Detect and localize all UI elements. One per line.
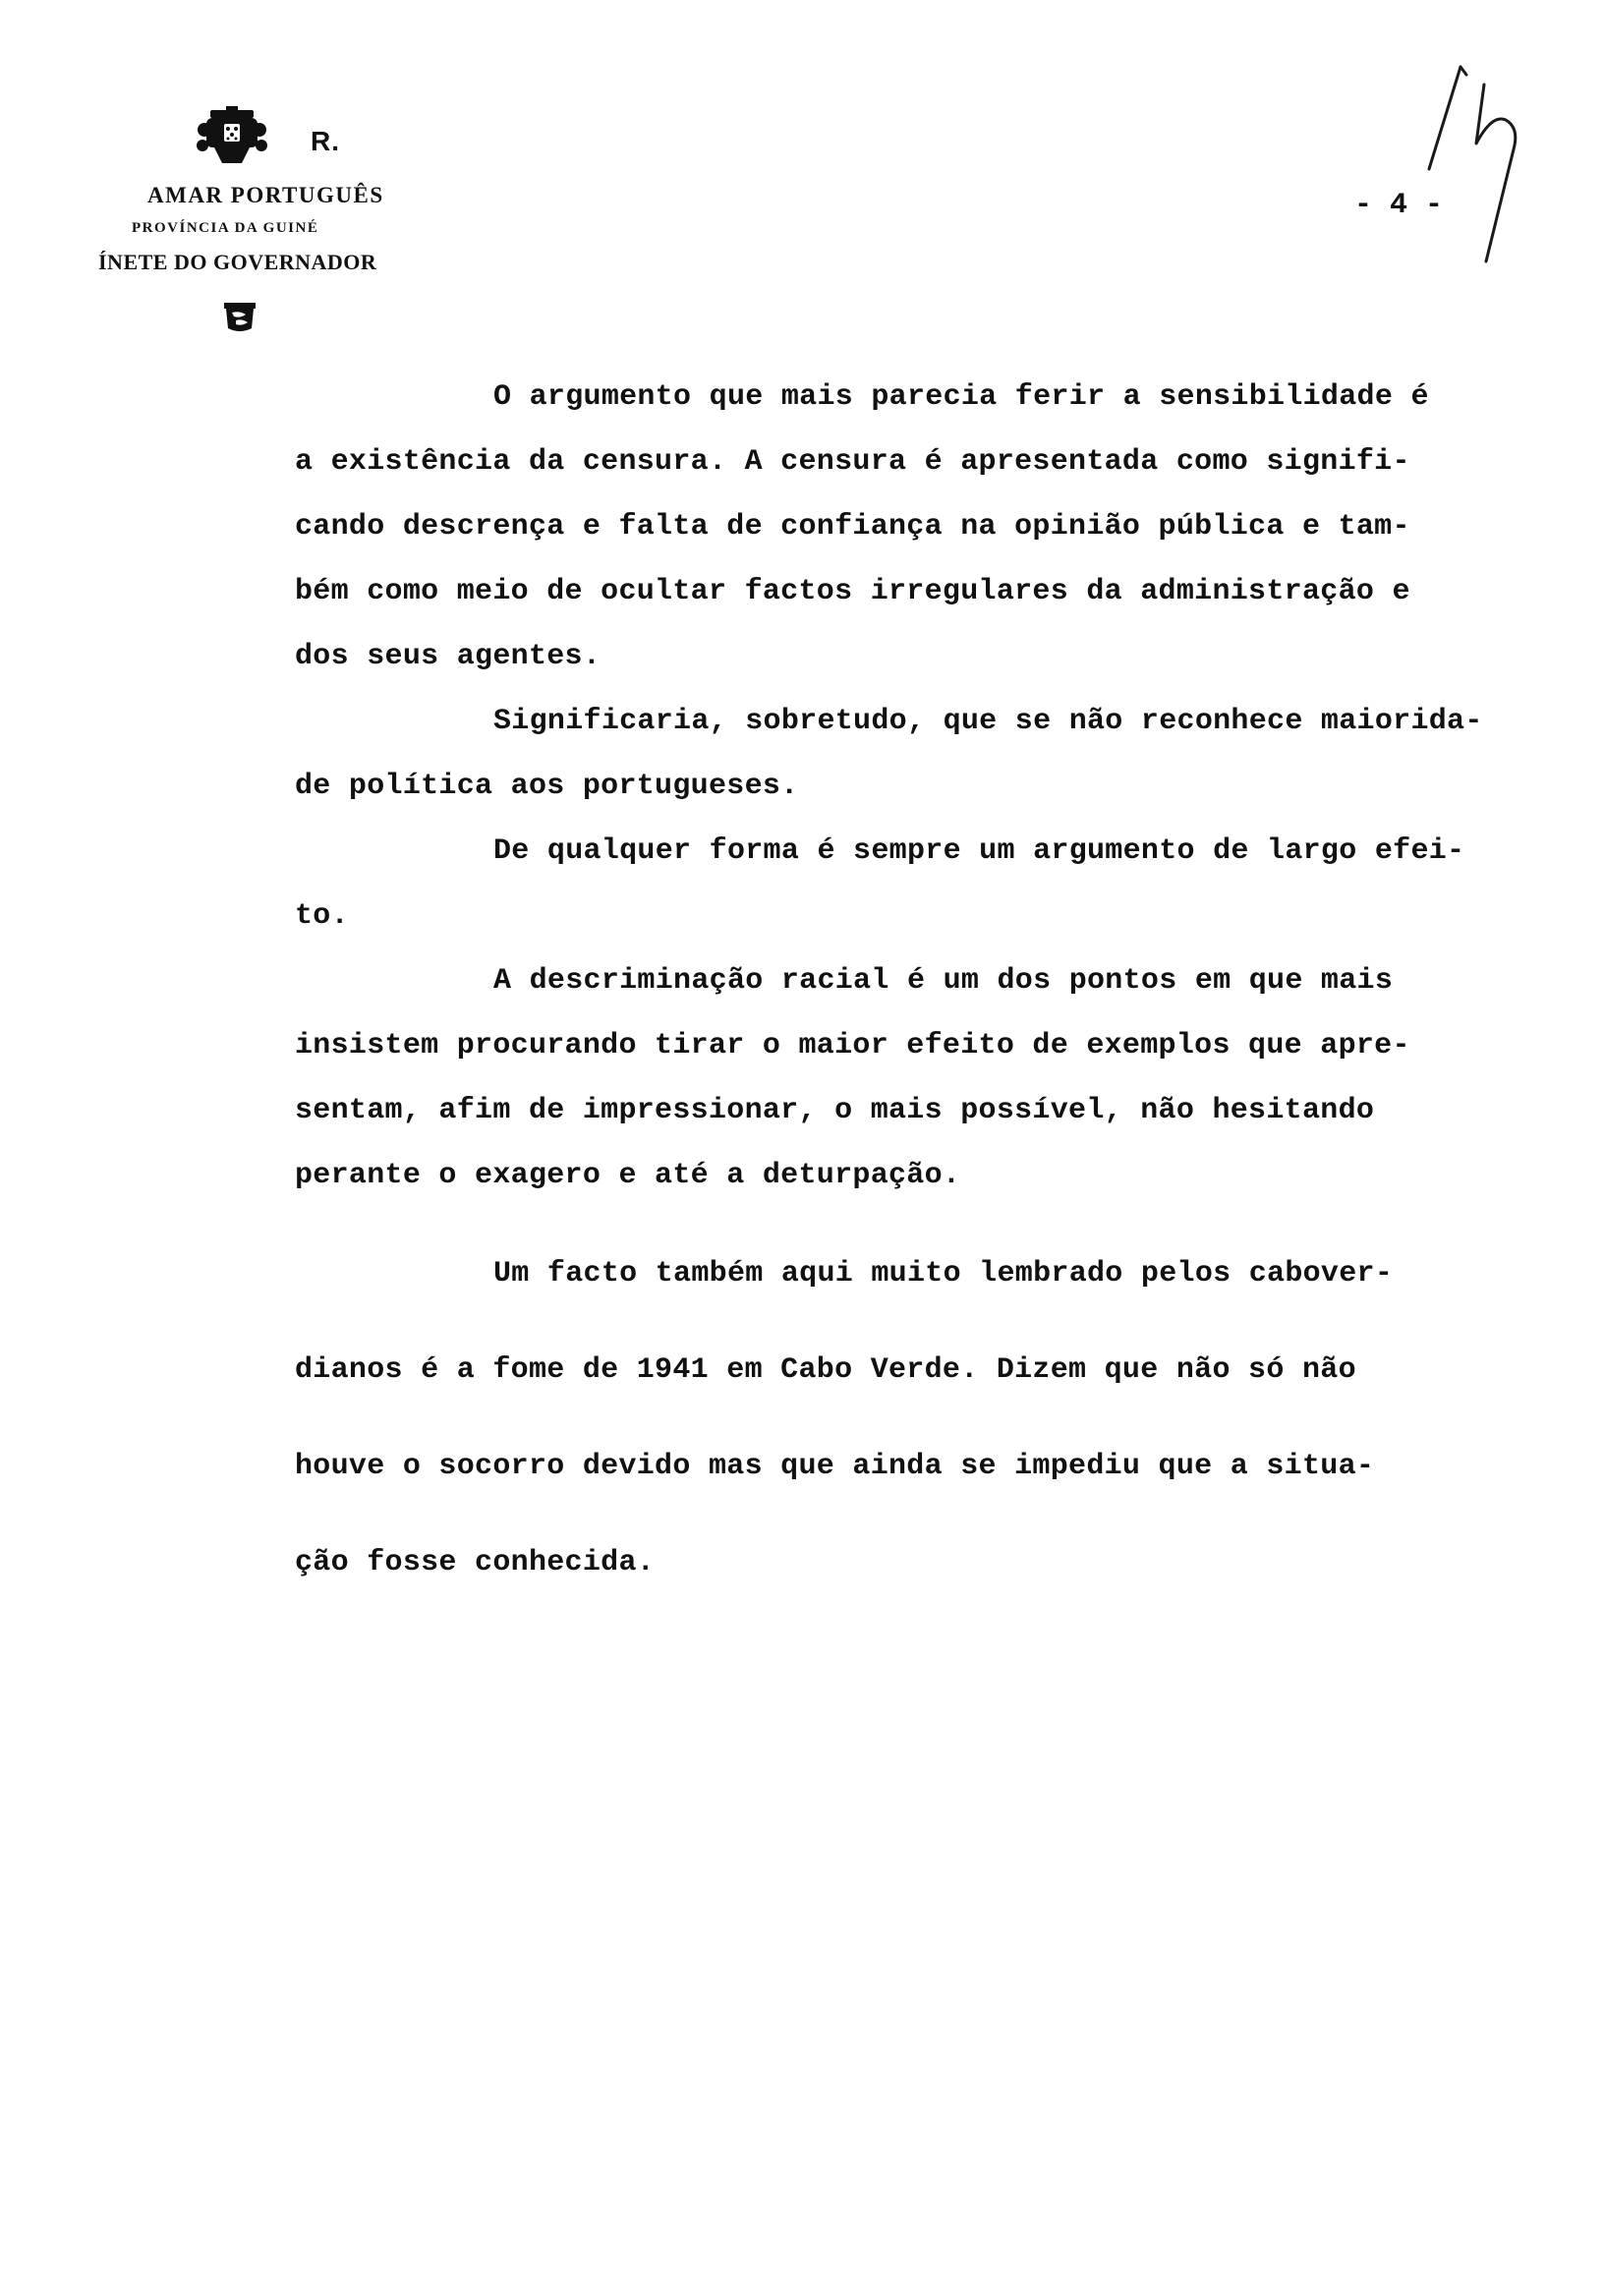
body-line: A descriminação racial é um dos pontos em que mais bbox=[493, 964, 1394, 998]
body-line: a existência da censura. A censura é apresentada como signifi- bbox=[295, 445, 1410, 479]
body-line: perante o exagero e até a deturpação. bbox=[295, 1159, 961, 1192]
body-line: Um facto também aqui muito lembrado pelos cabover- bbox=[493, 1257, 1394, 1291]
letterhead-line-2: PROVÍNCIA DA GUINÉ bbox=[132, 220, 319, 236]
body-line: dianos é a fome de 1941 em Cabo Verde. Dizem que não só não bbox=[295, 1353, 1356, 1387]
body-line: dos seus agentes. bbox=[295, 640, 602, 673]
body-line: Significaria, sobretudo, que se não reconhece maiorida- bbox=[493, 705, 1483, 738]
body-line: to. bbox=[295, 899, 349, 933]
body-line: ção fosse conhecida. bbox=[295, 1546, 656, 1579]
body-line: O argumento que mais parecia ferir a sensibilidade é bbox=[493, 380, 1429, 414]
page-number: - 4 - bbox=[1354, 189, 1444, 222]
body-line: De qualquer forma é sempre um argumento de largo efei- bbox=[493, 834, 1465, 868]
body-line: cando descrença e falta de confiança na opinião pública e tam- bbox=[295, 510, 1410, 544]
body-line: insistem procurando tirar o maior efeito de exemplos que apre- bbox=[295, 1029, 1410, 1062]
body-line: bém como meio de ocultar factos irregulares da administração e bbox=[295, 575, 1410, 608]
letterhead-line-3: ÍNETE DO GOVERNADOR bbox=[98, 250, 377, 274]
body-line: de política aos portugueses. bbox=[295, 770, 799, 803]
body-line: houve o socorro devido mas que ainda se impediu que a situa- bbox=[295, 1450, 1375, 1483]
letterhead-initial: R. bbox=[311, 126, 340, 156]
body-line: sentam, afim de impressionar, o mais possível, não hesitando bbox=[295, 1094, 1375, 1127]
letterhead-line-1: AMAR PORTUGUÊS bbox=[147, 183, 384, 207]
